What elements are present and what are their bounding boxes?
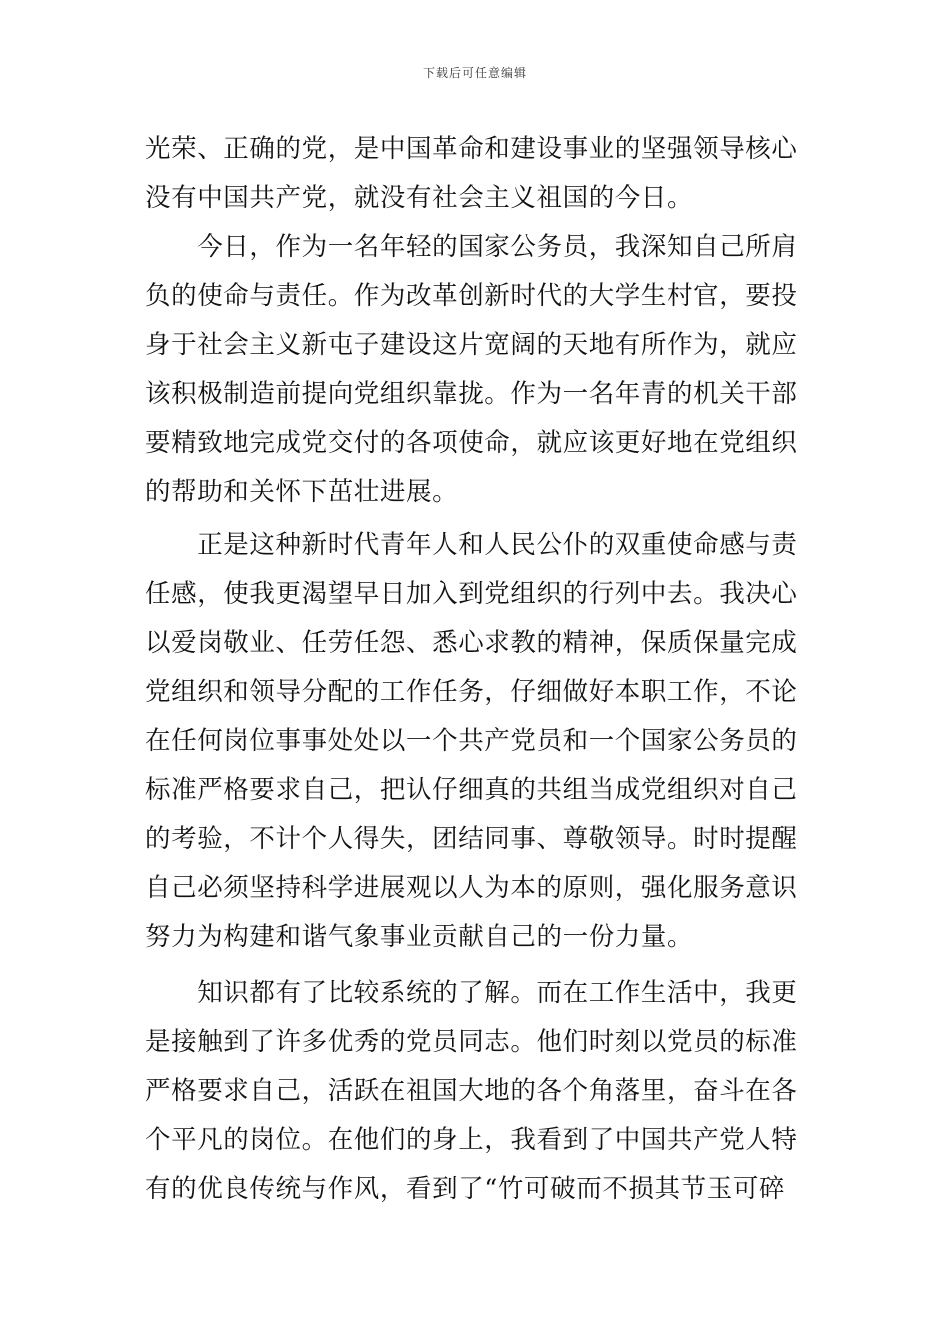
- text-line: 该积极制造前提向党组织靠拢。作为一名年青的机关干部: [145, 379, 798, 409]
- text-line: 身于社会主义新屯子建设这片宽阔的天地有所作为，就应: [145, 330, 798, 360]
- text-line: 的考验，不计个人得失，团结同事、尊敬领导。时时提醒: [145, 824, 798, 854]
- text-line: 在任何岗位事事处处以一个共产党员和一个国家公务员的: [145, 726, 798, 756]
- text-line: 有的优良传统与作风，看到了“竹可破而不损其节玉可碎: [145, 1174, 786, 1204]
- text-line: 负的使命与责任。作为改革创新时代的大学生村官，要投: [145, 281, 798, 311]
- text-line: 今日，作为一名年轻的国家公务员，我深知自己所肩: [145, 232, 798, 262]
- text-line: 自己必须坚持科学进展观以人为本的原则，强化服务意识: [145, 873, 798, 903]
- text-line: 个平凡的岗位。在他们的身上，我看到了中国共产党人特: [145, 1125, 798, 1155]
- text-line: 知识都有了比较系统的了解。而在工作生活中，我更: [145, 978, 798, 1008]
- text-line: 的帮助和关怀下茁壮进展。: [145, 477, 459, 507]
- text-line: 严格要求自己，活跃在祖国大地的各个角落里，奋斗在各: [145, 1076, 798, 1106]
- text-line: 努力为构建和谐气象事业贡献自己的一份力量。: [145, 922, 694, 952]
- text-line: 没有中国共产党，就没有社会主义祖国的今日。: [145, 183, 694, 213]
- text-line: 党组织和领导分配的工作任务，仔细做好本职工作，不论: [145, 677, 798, 707]
- text-line: 以爱岗敬业、任劳任怨、悉心求教的精神，保质保量完成: [145, 628, 798, 658]
- page-header: 下载后可任意编辑: [422, 66, 527, 80]
- text-line: 标准严格要求自己，把认仔细真的共组当成党组织对自己: [145, 775, 798, 805]
- text-line: 正是这种新时代青年人和人民公仆的双重使命感与责: [145, 530, 798, 560]
- text-line: 任感，使我更渴望早日加入到党组织的行列中去。我决心: [145, 579, 798, 609]
- text-line: 要精致地完成党交付的各项使命，就应该更好地在党组织: [145, 428, 798, 458]
- text-line: 光荣、正确的党，是中国革命和建设事业的坚强领导核心: [145, 134, 798, 164]
- text-line: 是接触到了许多优秀的党员同志。他们时刻以党员的标准: [145, 1027, 798, 1057]
